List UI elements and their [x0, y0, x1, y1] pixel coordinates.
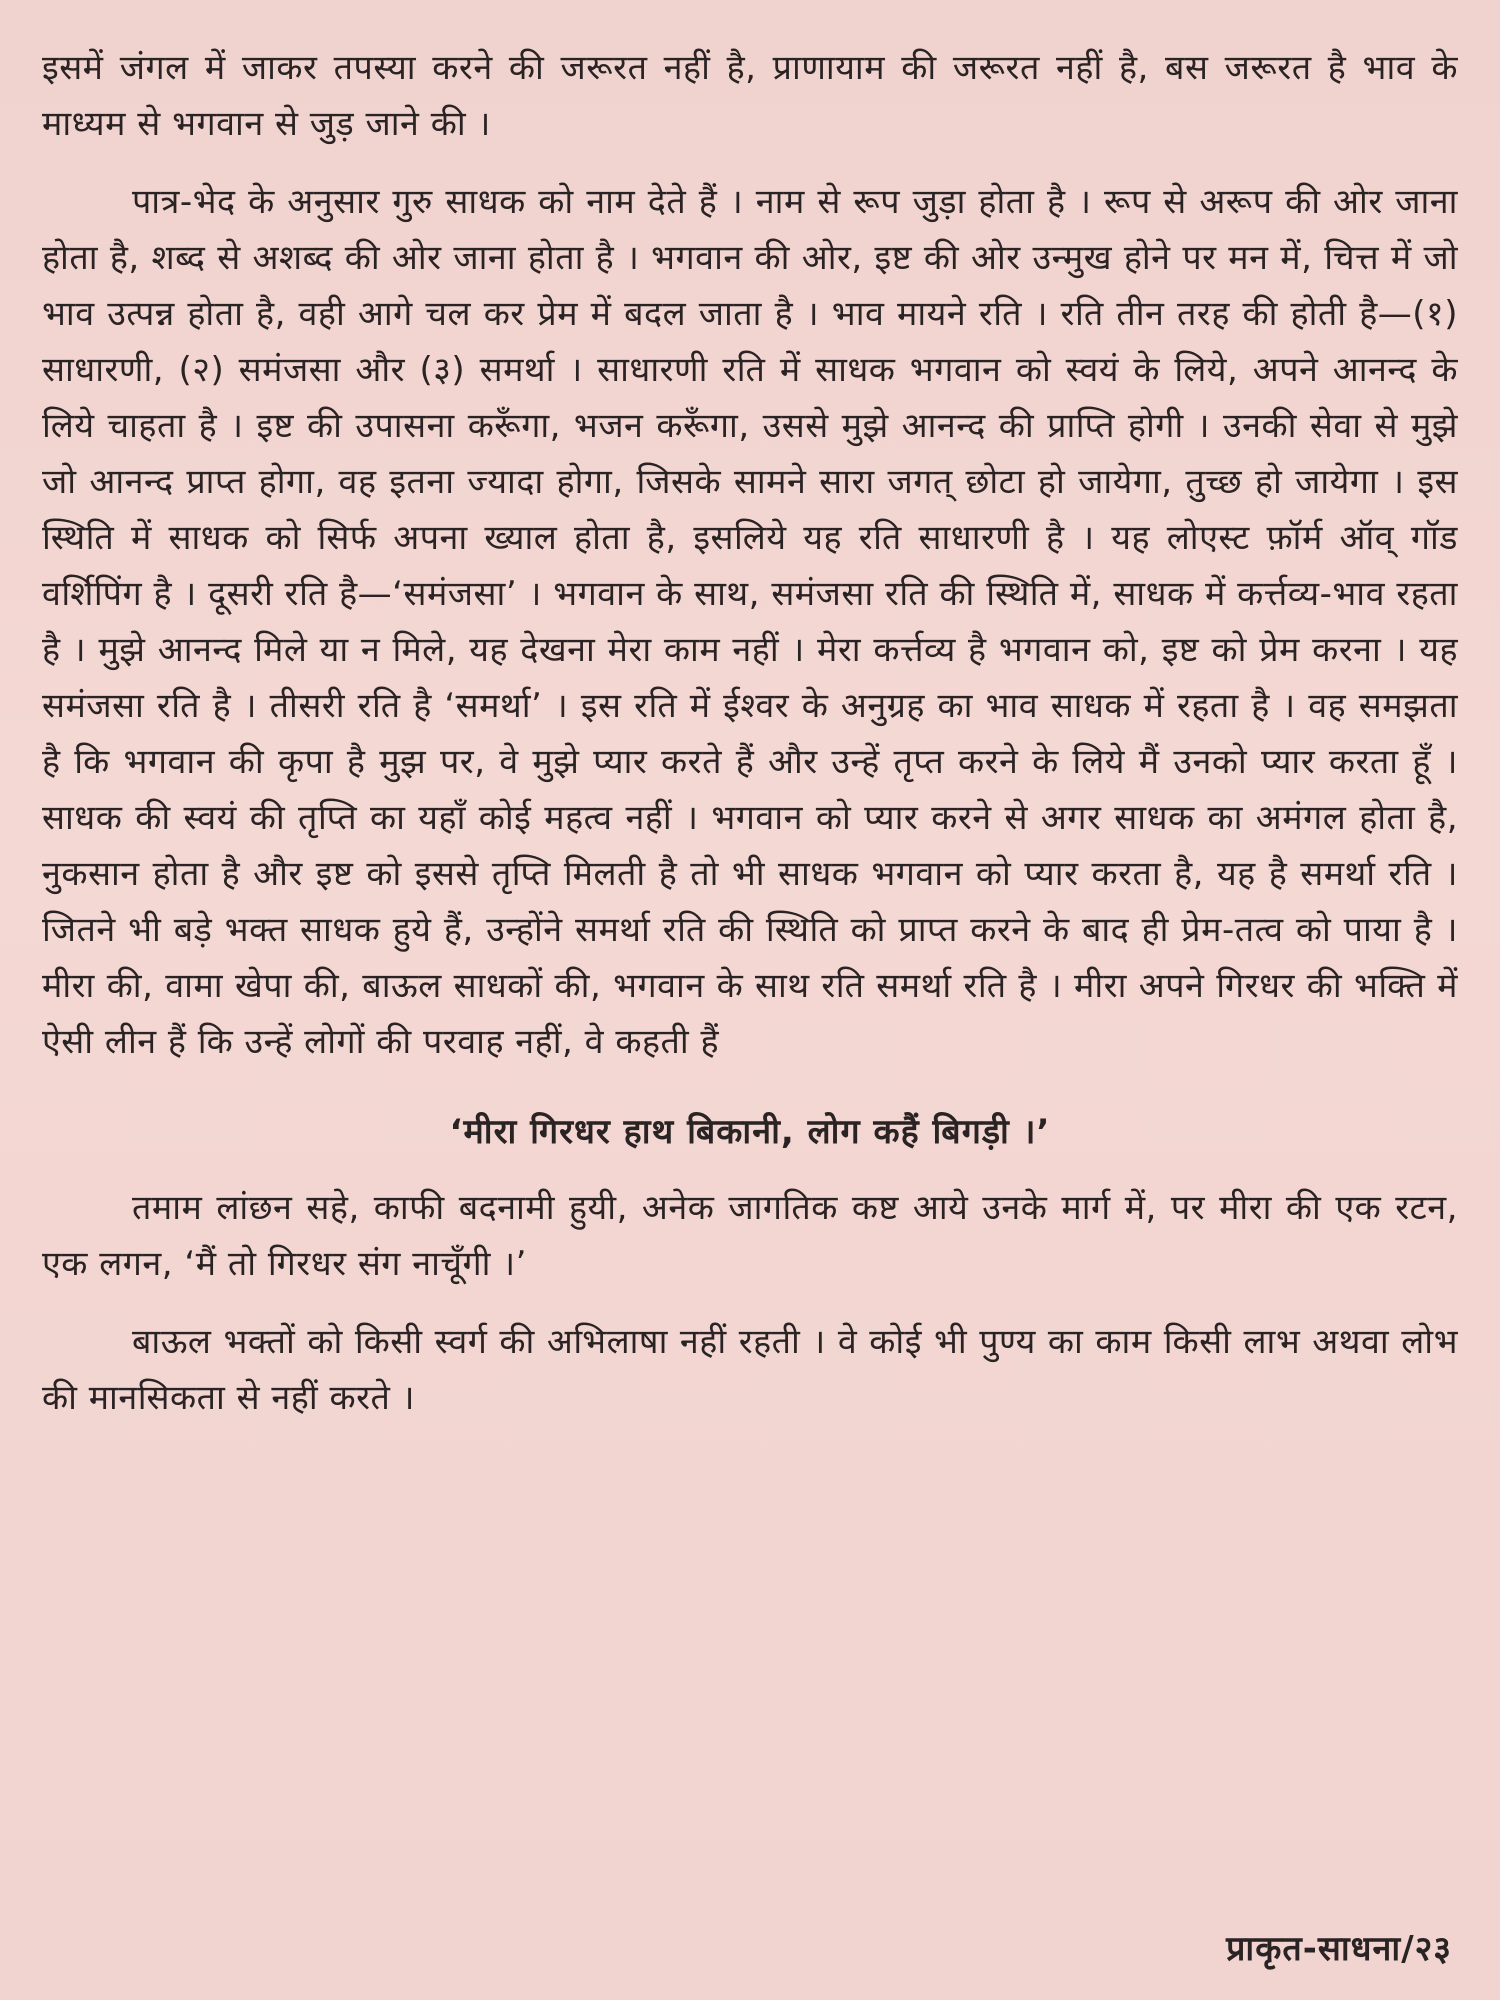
quote-line: ‘मीरा गिरधर हाथ बिकानी, लोग कहैं बिगड़ी ।’	[449, 1112, 1051, 1152]
paragraph-4: बाऊल भक्तों को किसी स्वर्ग की अभिलाषा नहीं रहती । वे कोई भी पुण्य का काम किसी लाभ अथवा लोभ की मानसिकता से नहीं करते ।	[42, 1322, 1458, 1418]
paragraph-1: इसमें जंगल में जाकर तपस्या करने की जरूरत नहीं है, प्राणायाम की जरूरत नहीं है, बस जरूरत है भाव के माध्यम से भगवान से जुड़ जाने की ।	[42, 48, 1458, 144]
paragraph-3: तमाम लांछन सहे, काफी बदनामी हुयी, अनेक जागतिक कष्ट आये उनके मार्ग में, पर मीरा की एक रटन, एक लगन, ‘मैं तो गिरधर संग नाचूँगी ।’	[42, 1188, 1458, 1284]
paragraph-2: पात्र-भेद के अनुसार गुरु साधक को नाम देते हैं । नाम से रूप जुड़ा होता है । रूप से अरूप की ओर जाना होता है, शब्द से अशब्द की ओर जाना होता है । भगवान की ओर, इष्ट की ओर उन्मुख होने पर मन में, चित्त में जो भाव उत्पन्न होता है, वही आगे चल कर प्रेम में बदल जाता है । भाव मायने रति । रति तीन तरह की होती है—(१) साधारणी, (२) समंजसा और (३) समर्था । साधारणी रति में साधक भगवान को स्वयं के लिये, अपने आनन्द के लिये चाहता है । इष्ट की उपासना करूँगा, भजन करूँगा, उससे मुझे आनन्द की प्राप्ति होगी । उनकी सेवा से मुझे जो आनन्द प्राप्त होगा, वह इतना ज्यादा होगा, जिसके सामने सारा जगत् छोटा हो जायेगा, तुच्छ हो जायेगा । इस स्थिति में साधक को सिर्फ अपना ख्याल होता है, इसलिये यह रति साधारणी है । यह लोएस्ट फ़ॉर्म ऑव् गॉड वर्शिपिंग है । दूसरी रति है—‘समंजसा’ । भगवान के साथ, समंजसा रति की स्थिति में, साधक में कर्त्तव्य-भाव रहता है । मुझे आनन्द मिले या न मिले, यह देखना मेरा काम नहीं । मेरा कर्त्तव्य है भगवान को, इष्ट को प्रेम करना । यह समंजसा रति है । तीसरी रति है ‘समर्था’ । इस रति में ईश्वर के अनुग्रह का भाव साधक में रहता है । वह समझता है कि भगवान की कृपा है मुझ पर, वे मुझे प्यार करते हैं और उन्हें तृप्त करने के लिये मैं उनको प्यार करता हूँ । साधक की स्वयं की तृप्ति का यहाँ कोई महत्व नहीं । भगवान को प्यार करने से अगर साधक का अमंगल होता है, नुकसान होता है और इष्ट को इससे तृप्ति मिलती है तो भी साधक भगवान को प्यार करता है, यह है समर्था रति । जितने भी बड़े भक्त साधक हुये हैं, उन्होंने समर्था रति की स्थिति को प्राप्त करने के बाद ही प्रेम-तत्व को पाया है । मीरा की, वामा खेपा की, बाऊल साधकों की, भगवान के साथ रति समर्था रति है । मीरा अपने गिरधर की भक्ति में ऐसी लीन हैं कि उन्हें लोगों की परवाह नहीं, वे कहती हैं	[42, 182, 1458, 1062]
page-footer: प्राकृत-साधना/२३	[1226, 1929, 1452, 1969]
